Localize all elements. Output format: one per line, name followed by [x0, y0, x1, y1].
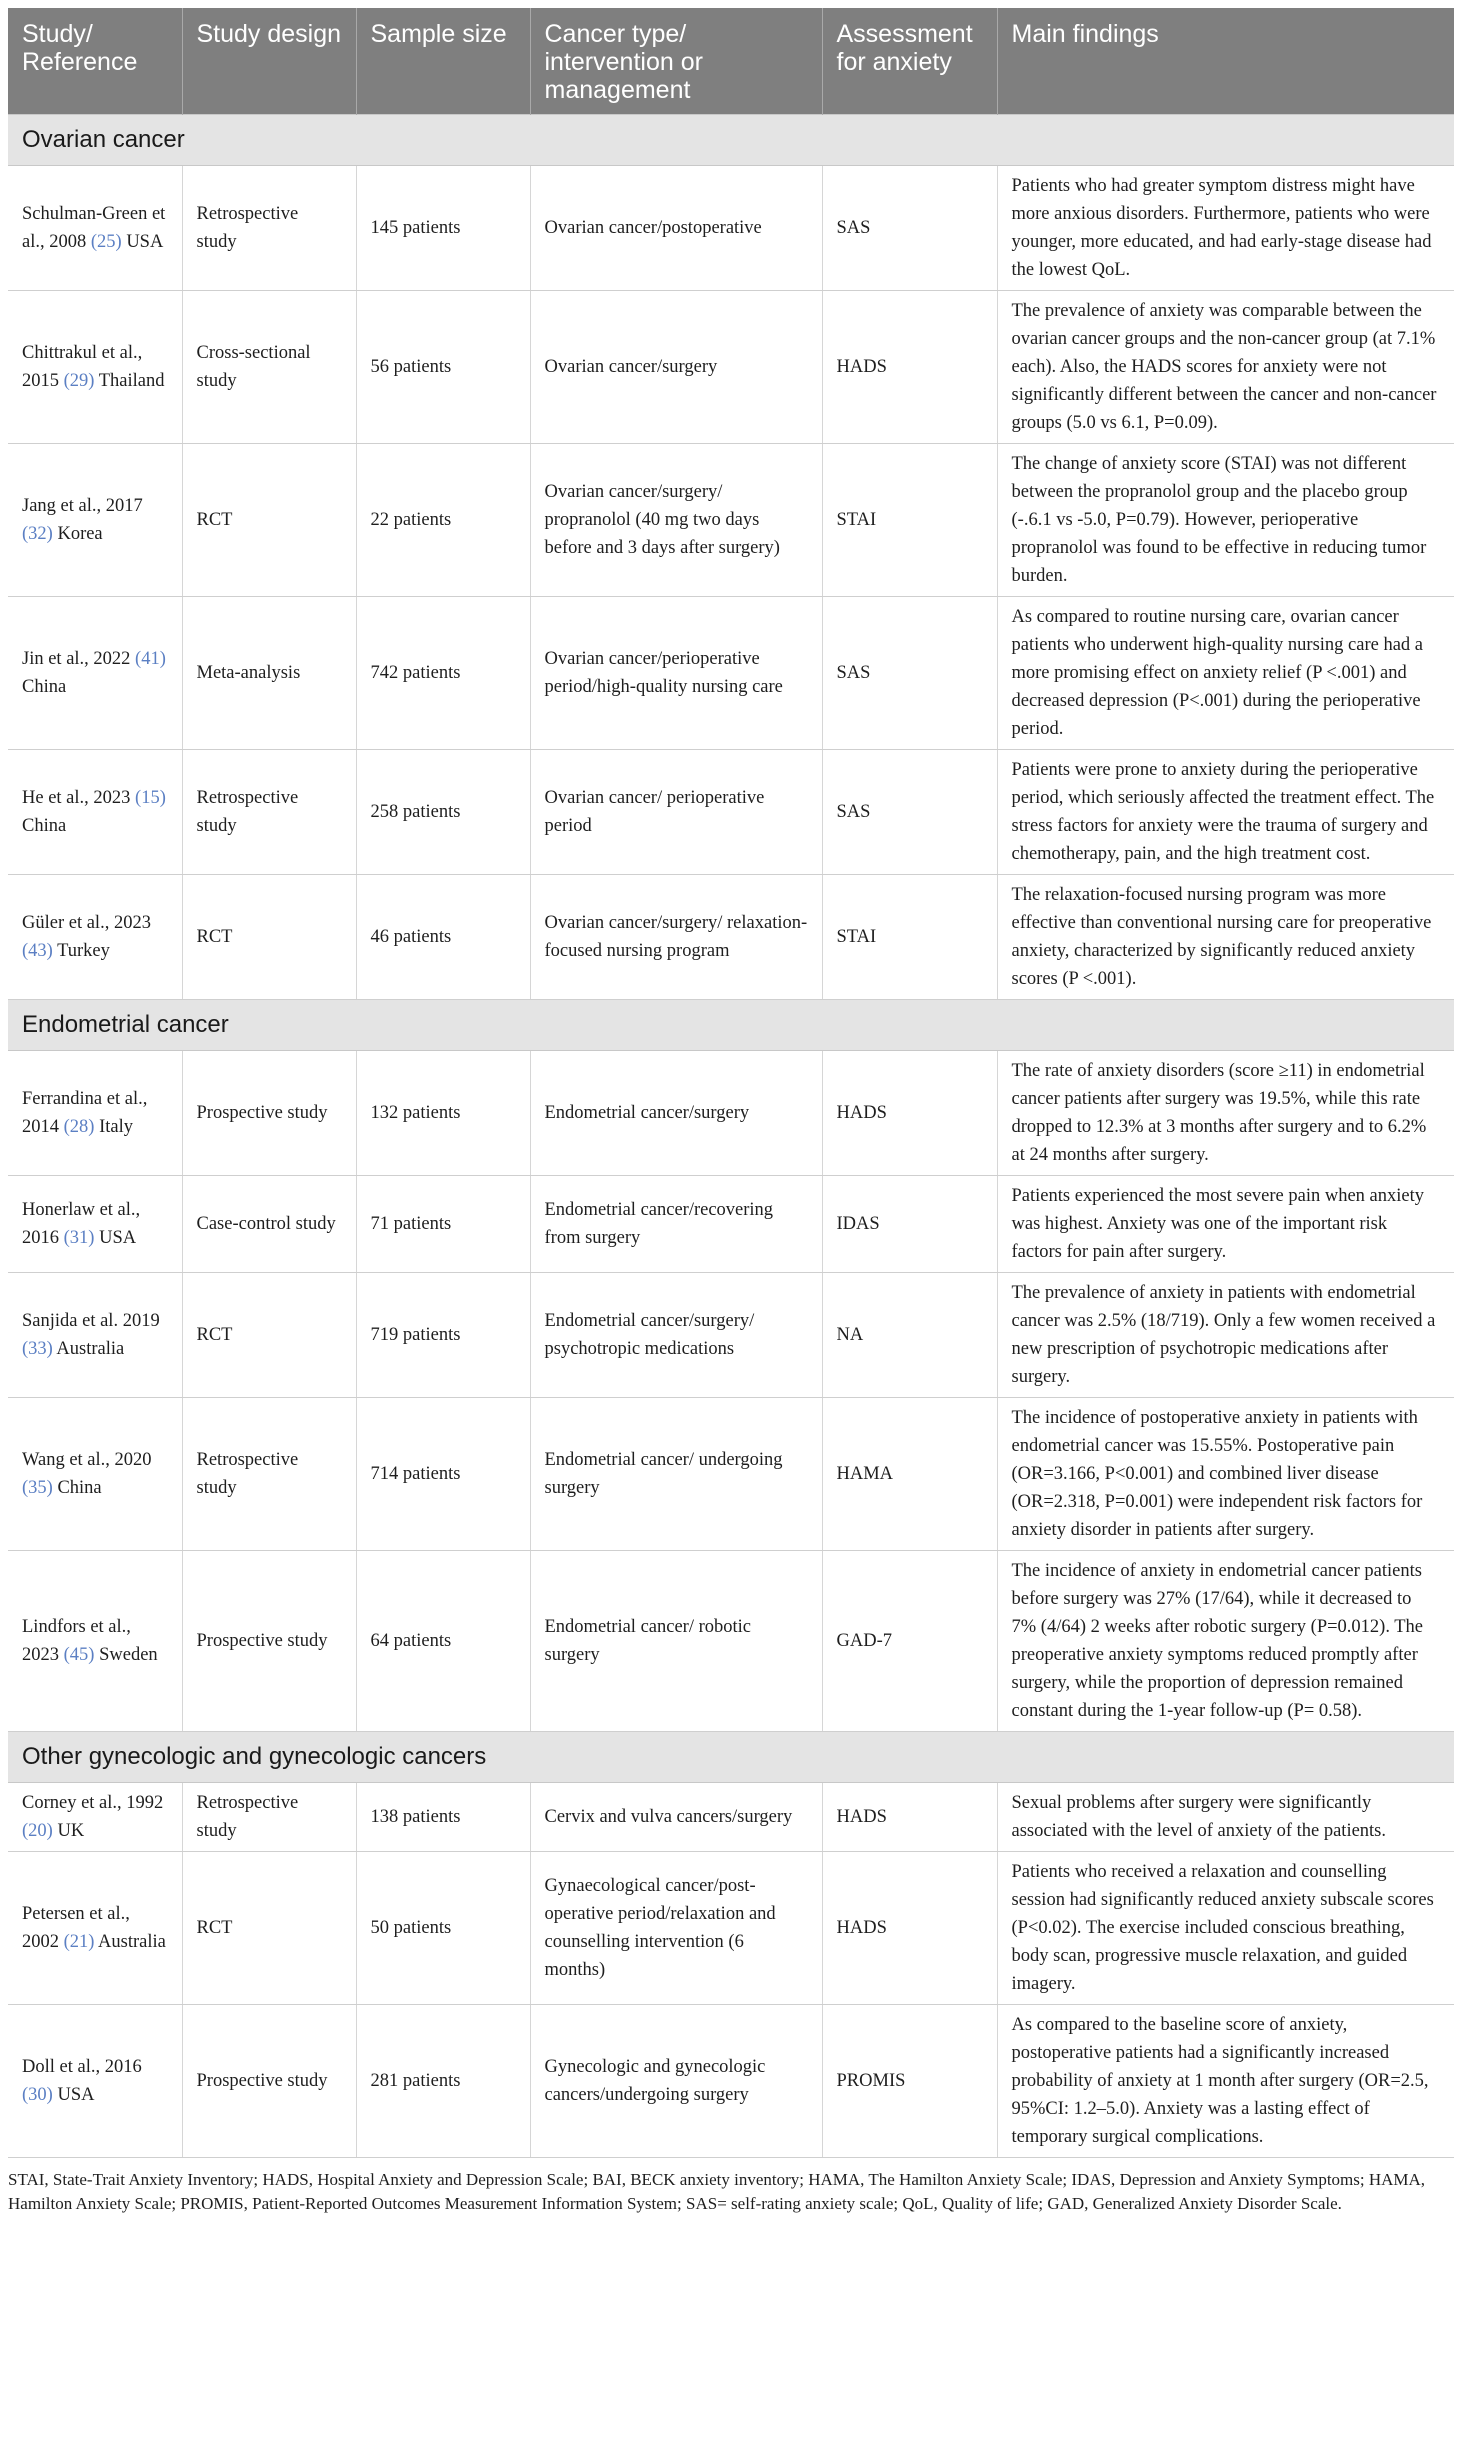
cell-assessment: HADS: [822, 1783, 997, 1852]
table-row: [8, 875, 1454, 1000]
cell-reference: [8, 1852, 182, 2005]
cell-reference: [8, 1273, 182, 1398]
table-row: [8, 444, 1454, 597]
header-row: [8, 8, 1454, 115]
cell-main-findings: As compared to the baseline score of anxiety, postoperative patients had a significantly increased probability of anxiety at 1 month after surgery (OR=2.5, 95%CI: 1.2–5.0). Anxiety was a lasting effect of temporary surgical complications.: [997, 2005, 1454, 2158]
cell-sample-size: 64 patients: [356, 1551, 530, 1732]
reference-country: Korea: [52, 524, 103, 544]
cell-sample-size: 719 patients: [356, 1273, 530, 1398]
table-container: [8, 8, 1454, 2216]
cell-cancer-type: Endometrial cancer/surgery: [530, 1051, 822, 1176]
cell-study-design: RCT: [182, 444, 356, 597]
table-row: [8, 597, 1454, 750]
reference-country: Italy: [94, 1117, 133, 1137]
reference-citation-link[interactable]: (30): [22, 2085, 53, 2105]
cell-sample-size: 742 patients: [356, 597, 530, 750]
cell-sample-size: 138 patients: [356, 1783, 530, 1852]
reference-author: Wang et al., 2020: [22, 1450, 152, 1470]
reference-country: Sweden: [94, 1645, 158, 1665]
cell-sample-size: 132 patients: [356, 1051, 530, 1176]
table-row: [8, 1551, 1454, 1732]
cell-assessment: SAS: [822, 750, 997, 875]
cell-assessment: NA: [822, 1273, 997, 1398]
cell-assessment: PROMIS: [822, 2005, 997, 2158]
cell-reference: [8, 750, 182, 875]
table-row: [8, 1398, 1454, 1551]
cell-sample-size: 56 patients: [356, 291, 530, 444]
reference-country: China: [52, 1478, 102, 1498]
cell-cancer-type: Ovarian cancer/surgery/ propranolol (40 mg two days before and 3 days after surgery): [530, 444, 822, 597]
header-main-findings: Main findings: [997, 8, 1454, 115]
reference-citation-link[interactable]: (21): [63, 1932, 95, 1952]
cell-reference: [8, 166, 182, 291]
section-title: Endometrial cancer: [8, 1000, 1454, 1051]
section-header-row: [8, 115, 1454, 166]
table-row: [8, 166, 1454, 291]
cell-sample-size: 145 patients: [356, 166, 530, 291]
reference-country: Turkey: [52, 941, 110, 961]
reference-country: USA: [94, 1228, 137, 1248]
header-study-design: Study design: [182, 8, 356, 115]
reference-citation-link[interactable]: (41): [135, 649, 166, 669]
reference-author: Doll et al., 2016: [22, 2057, 142, 2077]
cell-assessment: HADS: [822, 291, 997, 444]
section-title: Ovarian cancer: [8, 115, 1454, 166]
cell-reference: [8, 1051, 182, 1176]
cell-cancer-type: Endometrial cancer/surgery/ psychotropic medications: [530, 1273, 822, 1398]
cell-main-findings: The prevalence of anxiety in patients with endometrial cancer was 2.5% (18/719). Only a few women received a new prescription of psychotropic medications after surgery.: [997, 1273, 1454, 1398]
cell-sample-size: 258 patients: [356, 750, 530, 875]
reference-author: Jin et al., 2022: [22, 649, 136, 669]
cell-cancer-type: Cervix and vulva cancers/surgery: [530, 1783, 822, 1852]
cell-assessment: IDAS: [822, 1176, 997, 1273]
reference-country: USA: [121, 232, 164, 252]
cell-assessment: HADS: [822, 1051, 997, 1176]
cell-study-design: Retrospective study: [182, 750, 356, 875]
cell-cancer-type: Gynecologic and gynecologic cancers/undergoing surgery: [530, 2005, 822, 2158]
cell-main-findings: The relaxation-focused nursing program was more effective than conventional nursing care for preoperative anxiety, characterized by significantly reduced anxiety scores (P <.001).: [997, 875, 1454, 1000]
table-body: [8, 115, 1454, 2158]
table-row: [8, 1176, 1454, 1273]
reference-country: Thailand: [94, 371, 165, 391]
cell-study-design: Meta-analysis: [182, 597, 356, 750]
header-sample-size: Sample size: [356, 8, 530, 115]
cell-sample-size: 50 patients: [356, 1852, 530, 2005]
reference-citation-link[interactable]: (45): [63, 1645, 95, 1665]
cell-reference: [8, 1551, 182, 1732]
cell-cancer-type: Endometrial cancer/ undergoing surgery: [530, 1398, 822, 1551]
table-row: [8, 1852, 1454, 2005]
table-row: [8, 291, 1454, 444]
reference-country: UK: [52, 1821, 85, 1841]
table-row: [8, 750, 1454, 875]
reference-citation-link[interactable]: (35): [22, 1478, 53, 1498]
cell-sample-size: 281 patients: [356, 2005, 530, 2158]
cell-main-findings: As compared to routine nursing care, ovarian cancer patients who underwent high-quality nursing care had a more promising effect on anxiety relief (P <.001) and decreased depression (P<.001) during the perioperative period.: [997, 597, 1454, 750]
cell-sample-size: 46 patients: [356, 875, 530, 1000]
reference-citation-link[interactable]: (43): [22, 941, 53, 961]
cell-main-findings: The prevalence of anxiety was comparable between the ovarian cancer groups and the non-cancer group (at 7.1% each). Also, the HADS scores for anxiety were not significantly different between the cancer and non-cancer groups (5.0 vs 6.1, P=0.09).: [997, 291, 1454, 444]
cell-study-design: RCT: [182, 1852, 356, 2005]
cell-cancer-type: Ovarian cancer/surgery: [530, 291, 822, 444]
cell-study-design: Prospective study: [182, 1551, 356, 1732]
section-header-row: [8, 1732, 1454, 1783]
header-study-reference: Study/ Reference: [8, 8, 182, 115]
reference-author: Jang et al., 2017: [22, 496, 143, 516]
cell-reference: [8, 1783, 182, 1852]
reference-author: Corney et al., 1992: [22, 1793, 164, 1813]
reference-country: Australia: [94, 1932, 166, 1952]
cell-study-design: RCT: [182, 875, 356, 1000]
reference-author: Ferrandina et al., 2014: [22, 1089, 148, 1137]
cell-main-findings: Patients who had greater symptom distress might have more anxious disorders. Furthermore, patients who were younger, more educated, and had early-stage disease had the lowest QoL.: [997, 166, 1454, 291]
reference-citation-link[interactable]: (20): [22, 1821, 53, 1841]
cell-main-findings: The rate of anxiety disorders (score ≥11) in endometrial cancer patients after surgery was 19.5%, while this rate dropped to 12.3% at 3 months after surgery and to 6.2% at 24 months after surgery.: [997, 1051, 1454, 1176]
reference-citation-link[interactable]: (32): [22, 524, 53, 544]
reference-country: China: [22, 816, 67, 836]
section-header-row: [8, 1000, 1454, 1051]
table-row: [8, 1783, 1454, 1852]
table-footnote: STAI, State-Trait Anxiety Inventory; HADS, Hospital Anxiety and Depression Scale; BAI, BECK anxiety inventory; HAMA, The Hamilton Anxiety Scale; IDAS, Depression and Anxiety Symptoms; HAMA, Hamilton Anxiety Scale; PROMIS, Patient-Reported Outcomes Measurement Information System; SAS= self-rating anxiety scale; QoL, Quality of life; GAD, Generalized Anxiety Disorder Scale.: [8, 2170, 1426, 2213]
cell-main-findings: The incidence of anxiety in endometrial cancer patients before surgery was 27% (17/64), while it decreased to 7% (4/64) 2 weeks after robotic surgery (P=0.012). The preoperative anxiety symptoms reduced promptly after surgery, while the proportion of depression remained constant during the 1-year follow-up (P= 0.58).: [997, 1551, 1454, 1732]
cell-study-design: Prospective study: [182, 1051, 356, 1176]
reference-country: China: [22, 677, 67, 697]
studies-table: [8, 8, 1454, 2158]
cell-reference: [8, 597, 182, 750]
reference-author: He et al., 2023: [22, 788, 136, 808]
cell-assessment: STAI: [822, 875, 997, 1000]
cell-assessment: HADS: [822, 1852, 997, 2005]
cell-sample-size: 22 patients: [356, 444, 530, 597]
cell-reference: [8, 1398, 182, 1551]
cell-cancer-type: Ovarian cancer/surgery/ relaxation-focused nursing program: [530, 875, 822, 1000]
cell-study-design: Cross-sectional study: [182, 291, 356, 444]
cell-reference: [8, 875, 182, 1000]
cell-assessment: SAS: [822, 166, 997, 291]
cell-reference: [8, 2005, 182, 2158]
cell-cancer-type: Endometrial cancer/recovering from surgery: [530, 1176, 822, 1273]
cell-main-findings: The change of anxiety score (STAI) was not different between the propranolol group and the placebo group (-.6.1 vs -5.0, P=0.79). However, perioperative propranolol was found to be effective in reducing tumor burden.: [997, 444, 1454, 597]
cell-assessment: SAS: [822, 597, 997, 750]
cell-cancer-type: Ovarian cancer/ perioperative period: [530, 750, 822, 875]
table-row: [8, 2005, 1454, 2158]
reference-author: Honerlaw et al., 2016: [22, 1200, 141, 1248]
table-row: [8, 1051, 1454, 1176]
cell-reference: [8, 291, 182, 444]
cell-study-design: Retrospective study: [182, 1783, 356, 1852]
cell-cancer-type: Endometrial cancer/ robotic surgery: [530, 1551, 822, 1732]
cell-sample-size: 714 patients: [356, 1398, 530, 1551]
cell-study-design: Prospective study: [182, 2005, 356, 2158]
reference-author: Schulman-Green et al., 2008: [22, 204, 166, 252]
reference-citation-link[interactable]: (25): [90, 232, 122, 252]
cell-main-findings: The incidence of postoperative anxiety in patients with endometrial cancer was 15.55%. Postoperative pain (OR=3.166, P<0.001) and combined liver disease (OR=2.318, P=0.001) were independent risk factors for anxiety disorder in patients after surgery.: [997, 1398, 1454, 1551]
section-title: Other gynecologic and gynecologic cancers: [8, 1732, 1454, 1783]
cell-cancer-type: Gynaecological cancer/post-operative period/relaxation and counselling intervention (6 months): [530, 1852, 822, 2005]
reference-country: Australia: [52, 1339, 125, 1359]
cell-study-design: Case-control study: [182, 1176, 356, 1273]
reference-citation-link[interactable]: (15): [135, 788, 166, 808]
reference-author: Petersen et al., 2002: [22, 1904, 130, 1952]
header-cancer-type: Cancer type/ intervention or management: [530, 8, 822, 115]
reference-citation-link[interactable]: (29): [63, 371, 95, 391]
cell-reference: [8, 1176, 182, 1273]
cell-sample-size: 71 patients: [356, 1176, 530, 1273]
table-row: [8, 1273, 1454, 1398]
reference-author: Sanjida et al. 2019: [22, 1311, 160, 1331]
cell-main-findings: Patients experienced the most severe pain when anxiety was highest. Anxiety was one of the important risk factors for pain after surgery.: [997, 1176, 1454, 1273]
reference-citation-link[interactable]: (31): [63, 1228, 95, 1248]
cell-reference: [8, 444, 182, 597]
cell-study-design: RCT: [182, 1273, 356, 1398]
reference-citation-link[interactable]: (28): [63, 1117, 95, 1137]
reference-citation-link[interactable]: (33): [22, 1339, 53, 1359]
cell-cancer-type: Ovarian cancer/perioperative period/high-quality nursing care: [530, 597, 822, 750]
reference-country: USA: [52, 2085, 95, 2105]
cell-assessment: HAMA: [822, 1398, 997, 1551]
cell-assessment: STAI: [822, 444, 997, 597]
reference-author: Güler et al., 2023: [22, 913, 151, 933]
header-assessment: Assessment for anxiety: [822, 8, 997, 115]
cell-study-design: Retrospective study: [182, 1398, 356, 1551]
reference-author: Chittrakul et al., 2015: [22, 343, 143, 391]
cell-main-findings: Patients were prone to anxiety during the perioperative period, which seriously affected the treatment effect. The stress factors for anxiety were the trauma of surgery and chemotherapy, pain, and the high treatment cost.: [997, 750, 1454, 875]
reference-author: Lindfors et al., 2023: [22, 1617, 131, 1665]
cell-study-design: Retrospective study: [182, 166, 356, 291]
cell-cancer-type: Ovarian cancer/postoperative: [530, 166, 822, 291]
cell-assessment: GAD-7: [822, 1551, 997, 1732]
cell-main-findings: Sexual problems after surgery were significantly associated with the level of anxiety of the patients.: [997, 1783, 1454, 1852]
cell-main-findings: Patients who received a relaxation and counselling session had significantly reduced anxiety subscale scores (P<0.02). The exercise included conscious breathing, body scan, progressive muscle relaxation, and guided imagery.: [997, 1852, 1454, 2005]
